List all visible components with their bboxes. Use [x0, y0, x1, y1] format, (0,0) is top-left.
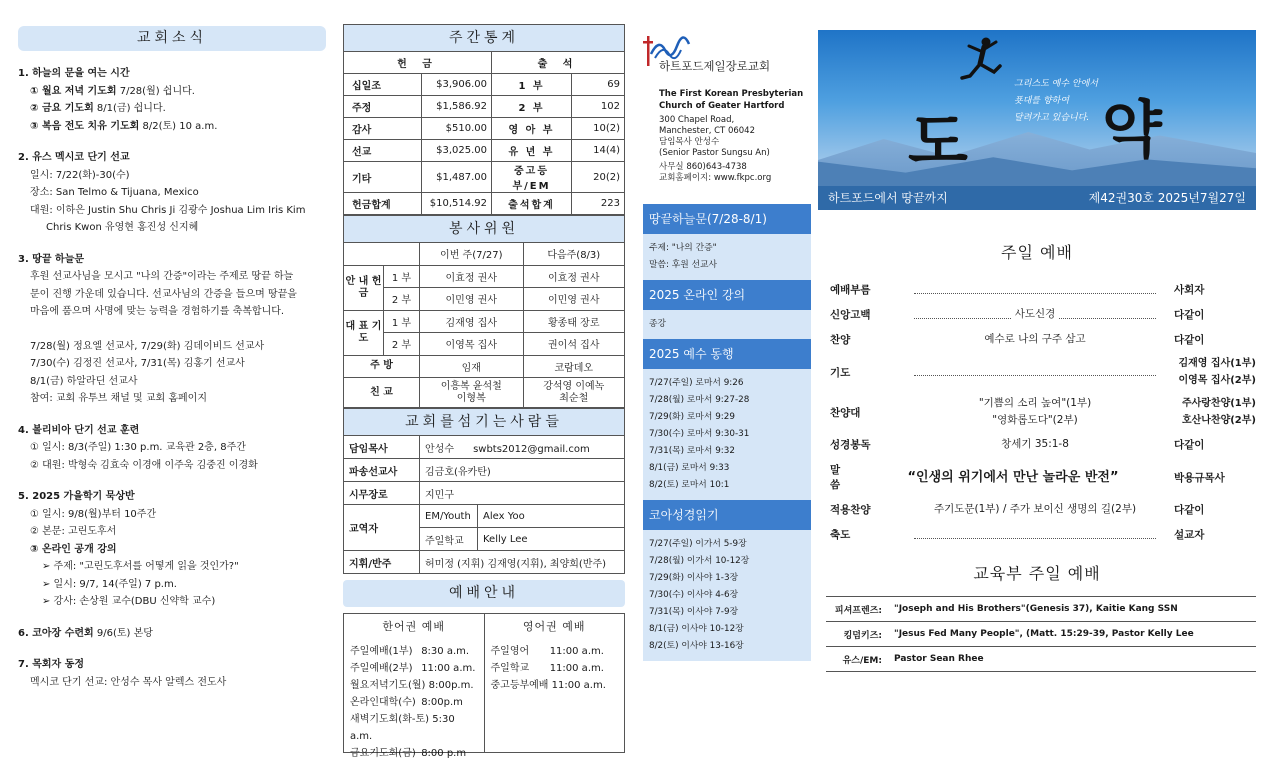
worship-info-title: 예배안내: [343, 580, 625, 607]
news-section-7: 7. 목회자 동정 멕시코 단기 선교: 안성수 목사 알렉스 전도사: [18, 659, 227, 688]
banner-char-1: 도: [908, 105, 968, 178]
list-item: 중고등부예배 11:00 a.m.: [490, 680, 606, 691]
education-title: 교육부 주일 예배: [973, 564, 1101, 583]
list-item: 8/1(금) 로마서 9:33: [649, 463, 730, 473]
church-motto: 하트포드에서 땅끝까지: [828, 191, 948, 205]
news-section-1: 1. 하늘의 문을 여는 시간 ① 월요 저녁 기도회 7/28(월) 쉽니다. ② 금요 기도회 8/1(금) 쉽니다. ③ 복음 전도 치유 기도회 8/2(토) 10 a.m.: [18, 68, 218, 132]
table-row: 적용찬양 주기도문(1부) / 주가 보이신 생명의 길(2부) 다같이: [830, 503, 1205, 516]
weekly-column: [343, 24, 625, 759]
list-item: 7/30(수) 로마서 9:30-31: [649, 429, 750, 439]
table-row: 찬양대 "기쁨의 소리 높여"(1부) "영화롭도다"(2부) 주사랑찬양(1부) 호산나찬양(2부): [830, 397, 1256, 426]
table-row: 기도 김재영 집사(1부) 이영목 집사(2부): [830, 358, 1256, 386]
church-address: 300 Chapel Road, Manchester, CT 06042 담임목사 안성수 (Senior Pastor Sungsu An) 사무실 860)643-4738 교회홈페이지: www.fkpc.org: [643, 115, 811, 184]
order-of-service: [818, 277, 1256, 547]
list-item: 주일학교 11:00 a.m.: [490, 663, 604, 674]
church-logo-icon: [643, 28, 693, 68]
list-item: 7/31(목) 로마서 9:32: [649, 446, 735, 456]
list-item: 8/2(토) 로마서 10:1: [649, 480, 730, 490]
table-row: 십일조 $3,906.00 1 부 69: [344, 74, 625, 96]
list-item: 주일예배(1부) 8:30 a.m.: [350, 646, 470, 657]
church-news: [18, 26, 326, 691]
education-table: [826, 596, 1256, 672]
table-row: 축도 설교자: [830, 529, 1205, 541]
news-section-4: 4. 볼리비아 단기 선교 훈련 ① 일시: 8/3(주일) 1:30 p.m. 교육관 2층, 8주간 ② 대원: 박형숙 김효숙 이경애 이주욱 김중진 이경화: [18, 424, 258, 471]
list-item: 7/29(화) 로마서 9:29: [649, 412, 735, 422]
table-row: 피셔프렌즈: "Joseph and His Brothers"(Genesis 37), Kaitie Kang SSN: [826, 597, 1256, 622]
church-name: 하트포드제일장로교회: [659, 59, 771, 73]
issue-date: 제42권30호 2025년7월27일: [1088, 191, 1246, 205]
table-row: 기타 $1,487.00 중고등부/EM 20(2): [344, 162, 625, 193]
list-item: 새벽기도회(화-토) 5:30 a.m.: [350, 714, 455, 742]
volunteers-table: 이번 주(7/27) 다음주(8/3) 안 내 헌 금 1 부 이효정 권사 이효정 권사 2 부 이민영 권사 이민영 권사 대 표 기 도 1 부 김재영 집사 황종태 장로 2 부 이영목 집사 권이석 집사 주 방 임재 코람데오 친 교 이흥복 윤석철 이형복 강석영 이예녹 최순철: [343, 242, 625, 408]
weekly-stats-table: 헌 금 출 석 십일조 $3,906.00 1 부 69 주정 $1,586.92 2 부 102 감사 $510.00 영 아 부 10(2) 선교 $3,025.00 유 년 부 14(4) 기타 $1,487.00 중고등부/EM 20(2) 헌금합계 $10,514.92 출석합계 223: [343, 51, 625, 215]
servants-title: 교회를섬기는사람들: [343, 408, 625, 435]
list-item: 8/2(토) 이사야 13-16장: [649, 641, 744, 651]
list-item: 7/27(주일) 로마서 9:26: [649, 378, 744, 388]
list-item: 7/28(월) 로마서 9:27-28: [649, 395, 750, 405]
news-section-2: 2. 유스 멕시코 단기 선교 일시: 7/22(화)-30(수) 장소: San Telmo & Tijuana, Mexico 대원: 이하은 Justin Shu Chris Ji 김광수 Joshua Lim Iris Kim Chris Kwon 유영현 홍진성 신지혜: [18, 152, 306, 233]
church-logo: [643, 28, 811, 78]
table-row: 말씀 “인생의 위기에서 만난 놀라운 반전” 박용규목사: [830, 464, 1225, 491]
list-item: 7/31(목) 이사야 7-9장: [649, 607, 739, 617]
table-row: 감사 $510.00 영 아 부 10(2): [344, 118, 625, 140]
list-item: 주일예배(2부) 11:00 a.m.: [350, 663, 476, 674]
table-row: 킹덤키즈: "Jesus Fed Many People", (Matt. 15:29-39, Pastor Kelly Lee: [826, 622, 1256, 647]
service-title: 주일 예배: [1001, 243, 1073, 262]
table-row: 유스/EM: Pastor Sean Rhee: [826, 647, 1256, 672]
cover-banner: [818, 30, 1256, 210]
walk-list: [643, 369, 811, 500]
list-item: 7/28(월) 이가서 10-12장: [649, 556, 750, 566]
news-section-6: 6. 코아장 수련회 9/6(토) 본당: [18, 627, 153, 639]
service-column: [818, 30, 1256, 672]
list-item: 7/29(화) 이사야 1-3장: [649, 573, 739, 583]
weekly-stats-title: 주간통계: [343, 24, 625, 51]
website-link[interactable]: 교회홈페이지: www.fkpc.org: [659, 173, 772, 183]
table-row: 신앙고백 사도신경 다같이: [830, 308, 1205, 321]
list-item: 금요기도회(금) 8:00 p.m: [350, 748, 467, 759]
reading-list: [643, 530, 811, 661]
devotion-panel: 땅끝하늘문(7/28-8/1) 주제: "나의 간증" 말씀: 후원 선교사 2025 온라인 강의 종강 2025 예수 동행 7/27(주일) 로마서 9:26 7/28(월) 로마서 9:27-28 7/29(화) 로마서 9:29 7/30(수) 로마서 9:30-31 7/31(목) 로마서 9:32 8/1(금) 로마서 9:33 8/2(토) 로마서 10:1 코아성경읽기 7/27(주일) 이가서 5-9장 7/28(월) 이가서 10-12장 7/29(화) 이사야 1-3장 7/30(수) 이사야 4-6장 7/31(목) 이사야 7-9장 8/1(금) 이사야 10-12장 8/2(토) 이사야 13-16장: [643, 204, 811, 661]
news-section-3: 3. 땅끝 하늘문 후원 선교사님을 모시고 "나의 간증"이라는 주제로 땅끝 하늘 문이 진행 가운데 있습니다. 선교사님의 간증을 들으며 땅끝을 마음에 품으며 사명에 맞는 능력을 경험하기를 축복합니다. 7/28(월) 정요엘 선교사, 7/29(화) 김데이비드 선교사 7/30(수) 김정진 선교사, 7/31(목) 김홍기 선교사 8/1(금) 하알라딘 선교사 참여: 교회 유투브 채널 및 교회 홈페이지: [18, 253, 297, 404]
banner-char-2: 약: [1102, 93, 1162, 166]
table-row: 주정 $1,586.92 2 부 102: [344, 96, 625, 118]
table-row: 성경봉독 창세기 35:1-8 다같이: [830, 438, 1205, 451]
list-item: 온라인대학(수) 8:00p.m: [350, 697, 463, 708]
table-row: 찬양 예수로 나의 구주 삼고 다같이: [830, 333, 1205, 346]
table-row: 예배부름 사회자: [830, 284, 1205, 296]
table-row: 선교 $3,025.00 유 년 부 14(4): [344, 140, 625, 162]
jumping-person-icon: [960, 36, 1006, 96]
sermon-title: “인생의 위기에서 만난 놀라운 반전”: [907, 469, 1119, 485]
banner-poem: 그리스도 예수 안에서 푯대를 향하여 달려가고 있습니다.: [1014, 79, 1098, 123]
church-news-title: 교회소식: [18, 26, 326, 51]
table-row: 헌금합계 $10,514.92 출석합계 223: [344, 193, 625, 215]
list-item: 8/1(금) 이사야 10-12장: [649, 624, 744, 634]
email-link[interactable]: swbts2012@gmail.com: [473, 443, 590, 455]
list-item: 주일영어 11:00 a.m.: [490, 646, 604, 657]
list-item: 월요저녁기도(월) 8:00p.m.: [350, 680, 474, 691]
volunteers-title: 봉사위원: [343, 215, 625, 242]
servants-table: 담임목사 안성수 swbts2012@gmail.com 파송선교사 김금호(유카탄) 시무장로 지민구 교역자 EM/Youth Alex Yoo 주일학교 Kelly Lee 지휘/반주 허미정 (지휘) 김재영(지휘), 최양희(반주): [343, 435, 625, 574]
list-item: 7/30(수) 이사야 4-6장: [649, 590, 739, 600]
list-item: 7/27(주일) 이가서 5-9장: [649, 539, 747, 549]
news-section-5: 5. 2025 가을학기 묵상반 ① 일시: 9/8(월)부터 10주간 ② 본문: 고린도후서 ③ 온라인 공개 강의 ➢ 주제: "고린도후서를 어떻게 읽을 것인가?" ➢ 일시: 9/7, 14(주일) 7 p.m. ➢ 강사: 손상원 교수(DBU 신약학 교수): [18, 491, 239, 607]
church-info-column: 하트포드제일장로교회 The First Korean Presbyterian Church of Geater Hartford 300 Chapel Road, Manchester, CT 06042 담임목사 안성수 (Senior Pastor Sungsu An) 사무실 860)643-4738 교회홈페이지: www.fkpc.org 땅끝하늘문(7/28-8/1) 주제: "나의 간증" 말씀: 후원 선교사 2025 온라인 강의 종강 2025 예수 동행 7/27(주일) 로마서 9:26 7/28(월) 로마서 9:27-28 7/29(화) 로마서 9:29 7/30(수) 로마서 9:30-31 7/31(목) 로마서 9:32 8/1(금) 로마서 9:33 8/2(토) 로마서 10:1 코아성경읽기 7/27(주일) 이가서 5-9장 7/28(월) 이가서 10-12장 7/29(화) 이사야 1-3장 7/30(수) 이사야 4-6장 7/31(목) 이사야 7-9장 8/1(금) 이사야 10-12장 8/2(토) 이사야 13-16장: [643, 28, 811, 661]
worship-info: 한어권 예배 주일예배(1부) 8:30 a.m. 주일예배(2부) 11:00 a.m. 월요저녁기도(월) 8:00p.m. 온라인대학(수) 8:00p.m 새벽기도회(화-토) 5:30 a.m. 금요기도회(금) 8:00 p.m 영어권 예배 주일영어 11:00 a.m. 주일학교 11:00 a.m. 중고등부예배 11:00 a.m.: [343, 613, 625, 753]
